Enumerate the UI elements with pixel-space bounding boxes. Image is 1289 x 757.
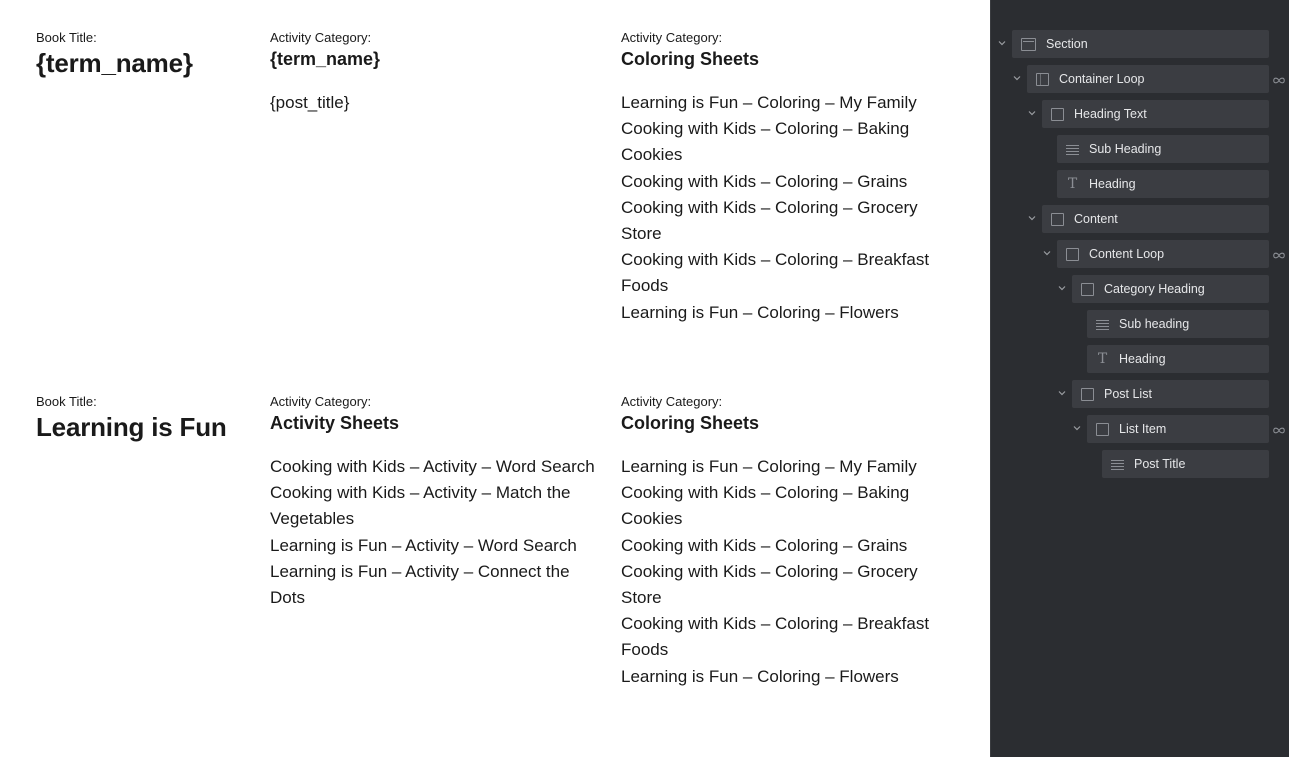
structure-node-label: Container Loop — [1059, 72, 1145, 86]
structure-node[interactable] — [1102, 450, 1269, 478]
structure-node-label: Content — [1074, 212, 1118, 226]
chevron-down-icon[interactable] — [996, 38, 1008, 50]
block-icon — [1096, 423, 1109, 436]
structure-node-label: Heading — [1119, 352, 1166, 366]
structure-node[interactable] — [1057, 240, 1269, 268]
structure-node[interactable] — [1087, 310, 1269, 338]
container-icon — [1036, 73, 1049, 86]
post-title: Cooking with Kids – Coloring – Breakfast Foods — [621, 614, 930, 660]
chevron-down-icon[interactable] — [1026, 213, 1038, 225]
text-lines-icon — [1111, 458, 1124, 471]
heading-icon: T — [1067, 175, 1078, 192]
loop-icon[interactable] — [1272, 423, 1288, 435]
structure-node-label: Heading — [1089, 177, 1136, 191]
post-title: Cooking with Kids – Coloring – Baking Cookies — [621, 483, 910, 529]
chevron-down-icon[interactable] — [1056, 283, 1068, 295]
post-title: Cooking with Kids – Activity – Match the Vegetables — [270, 483, 571, 529]
book-title-block — [36, 30, 256, 79]
block-icon — [1066, 248, 1079, 261]
post-title: Learning is Fun – Coloring – Flowers — [621, 666, 899, 686]
post-title: Cooking with Kids – Coloring – Grocery Store — [621, 561, 918, 608]
structure-node[interactable] — [1042, 100, 1269, 128]
category-block — [270, 30, 600, 116]
chevron-down-icon[interactable] — [1056, 388, 1068, 400]
post-list — [270, 90, 600, 116]
chevron-down-icon[interactable] — [1071, 423, 1083, 435]
post-title: Cooking with Kids – Coloring – Breakfast Foods — [621, 250, 930, 296]
structure-node-label: Sub heading — [1119, 317, 1190, 331]
chevron-down-icon[interactable] — [1011, 73, 1023, 85]
chevron-down-icon[interactable] — [1026, 108, 1038, 120]
structure-panel — [990, 0, 1289, 757]
block-icon — [1051, 213, 1064, 226]
book-title: {term_name} — [36, 48, 193, 78]
text-lines-icon — [1096, 318, 1109, 331]
post-title: {post_title} — [270, 93, 350, 112]
structure-node-label: Heading Text — [1074, 107, 1147, 121]
book-title-block — [36, 394, 256, 443]
structure-node[interactable] — [1042, 205, 1269, 233]
section-icon — [1021, 38, 1036, 51]
post-title: Cooking with Kids – Activity – Word Search — [270, 457, 595, 476]
structure-node[interactable] — [1057, 135, 1269, 163]
structure-node[interactable] — [1012, 30, 1269, 58]
post-list — [621, 90, 951, 326]
structure-node-label: Section — [1046, 37, 1088, 51]
structure-node-label: List Item — [1119, 422, 1167, 436]
post-title: Cooking with Kids – Coloring – Baking Cookies — [621, 119, 910, 165]
loop-icon[interactable] — [1272, 248, 1288, 260]
structure-node-label: Category Heading — [1104, 282, 1205, 296]
post-list — [621, 454, 951, 690]
book-title-label: Book Title: — [36, 30, 97, 45]
chevron-down-icon[interactable] — [1041, 248, 1053, 260]
structure-node[interactable] — [1072, 275, 1269, 303]
category-title: Activity Sheets — [270, 413, 400, 433]
category-label: Activity Category: — [270, 30, 372, 45]
structure-node[interactable] — [1072, 380, 1269, 408]
post-title: Learning is Fun – Coloring – Flowers — [621, 302, 899, 322]
structure-node[interactable] — [1087, 345, 1269, 373]
post-list — [270, 454, 600, 611]
post-title: Learning is Fun – Activity – Word Search — [270, 535, 577, 555]
structure-node-label: Post Title — [1134, 457, 1186, 471]
category-title: Coloring Sheets — [621, 413, 760, 433]
post-title: Cooking with Kids – Coloring – Grocery Store — [621, 197, 918, 244]
text-lines-icon — [1066, 143, 1079, 156]
post-title: Cooking with Kids – Coloring – Grains — [621, 171, 908, 191]
heading-icon: T — [1097, 350, 1108, 367]
structure-node[interactable] — [1027, 65, 1269, 93]
loop-icon[interactable] — [1272, 73, 1288, 85]
structure-node[interactable] — [1087, 415, 1269, 443]
category-block — [270, 394, 600, 611]
block-icon — [1051, 108, 1064, 121]
post-title: Learning is Fun – Coloring – My Family — [621, 93, 917, 112]
block-icon — [1081, 283, 1094, 296]
block-icon — [1081, 388, 1094, 401]
category-label: Activity Category: — [621, 30, 723, 45]
category-block — [621, 394, 951, 690]
book-title-label: Book Title: — [36, 394, 97, 409]
category-label: Activity Category: — [270, 394, 372, 409]
category-block — [621, 30, 951, 326]
category-label: Activity Category: — [621, 394, 723, 409]
structure-node-label: Post List — [1104, 387, 1152, 401]
structure-node[interactable] — [1057, 170, 1269, 198]
post-title: Learning is Fun – Coloring – My Family — [621, 457, 917, 476]
structure-node-label: Sub Heading — [1089, 142, 1162, 156]
book-title: Learning is Fun — [36, 412, 227, 442]
post-title: Cooking with Kids – Coloring – Grains — [621, 535, 908, 555]
category-title: Coloring Sheets — [621, 49, 760, 69]
post-title: Learning is Fun – Activity – Connect the Dots — [270, 561, 570, 608]
structure-node-label: Content Loop — [1089, 247, 1165, 261]
category-title: {term_name} — [270, 49, 381, 69]
